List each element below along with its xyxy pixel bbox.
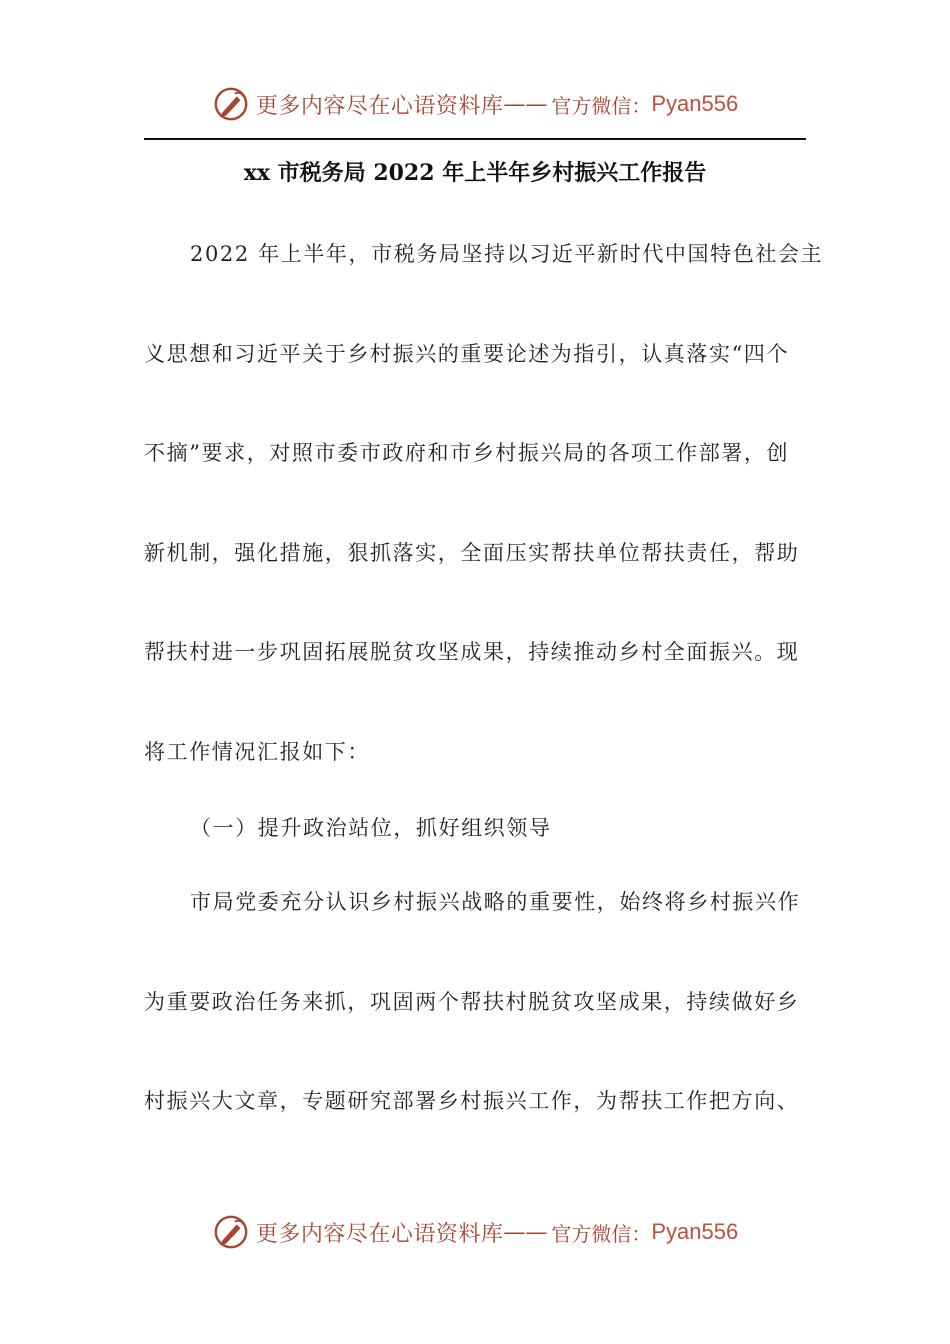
banner-text: 更多内容尽在心语资料库 (255, 93, 504, 119)
paragraph-line: 村振兴大文章，专题研究部署乡村振兴工作，为帮扶工作把方向、 (144, 1089, 800, 1113)
paragraph-line: 将工作情况汇报如下： (144, 740, 370, 764)
banner-wechat-label: 官方微信： (551, 93, 652, 118)
paragraph-line: 为重要政治任务来抓，巩固两个帮扶村脱贫攻坚成果，持续做好乡 (144, 990, 800, 1014)
header-rule (144, 138, 806, 140)
paragraph-line: 市局党委充分认识乡村振兴战略的重要性，始终将乡村振兴作 (190, 890, 801, 914)
header-banner (0, 82, 950, 126)
paragraph-line: 帮扶村进一步巩固拓展脱贫攻坚成果，持续推动乡村全面振兴。现 (144, 640, 800, 664)
banner-text: 更多内容尽在心语资料库 (255, 1221, 504, 1247)
pen-nib-icon (212, 85, 250, 123)
paragraph-line: 2022 年上半年，市税务局坚持以习近平新时代中国特色社会主 (190, 242, 824, 266)
banner-wechat-id: Pyan556 (651, 91, 739, 116)
section-heading: （一）提升政治站位，抓好组织领导 (190, 816, 552, 840)
footer-banner (0, 1210, 950, 1254)
banner-separator: —— (503, 91, 548, 117)
document-title: xx 市税务局 2022 年上半年乡村振兴工作报告 (243, 160, 707, 186)
pen-nib-icon (212, 1213, 250, 1251)
banner-wechat-id: Pyan556 (651, 1219, 739, 1244)
paragraph-line: 不摘”要求，对照市委市政府和市乡村振兴局的各项工作部署，创 (144, 441, 790, 465)
paragraph-line: 义思想和习近平关于乡村振兴的重要论述为指引，认真落实“四个 (144, 342, 790, 366)
paragraph-line: 新机制，强化措施，狠抓落实，全面压实帮扶单位帮扶责任，帮助 (144, 541, 800, 565)
banner-separator: —— (503, 1219, 548, 1245)
banner-wechat-label: 官方微信： (551, 1221, 652, 1246)
